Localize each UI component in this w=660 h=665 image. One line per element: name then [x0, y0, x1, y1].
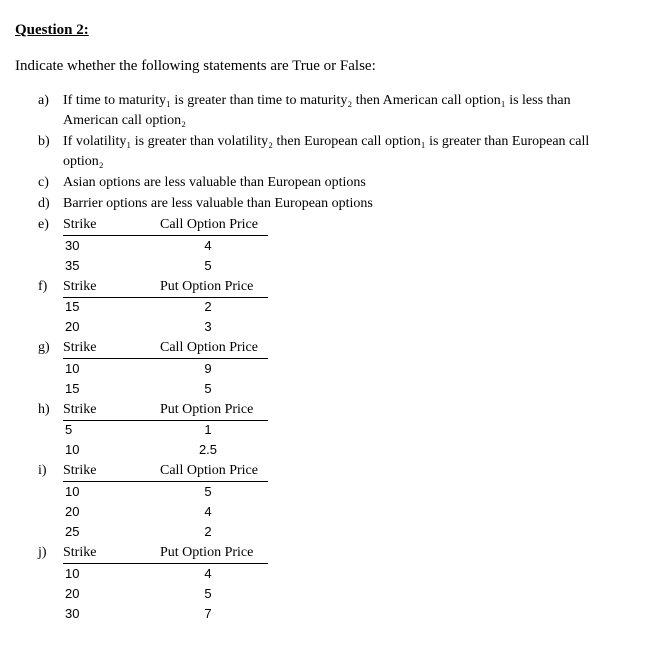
strike-header: Strike — [63, 400, 160, 421]
instruction-text: Indicate whether the following statements are True or False: — [15, 58, 376, 74]
statement-label: e) — [38, 217, 49, 232]
strike-value: 30 — [65, 606, 80, 621]
price-header: Call Option Price — [160, 461, 268, 482]
price-value: 4 — [204, 238, 212, 253]
price-header: Call Option Price — [160, 215, 268, 236]
price-value: 5 — [204, 484, 212, 499]
question-title: Question 2: — [15, 22, 89, 38]
strike-header: Strike — [63, 277, 160, 298]
strike-header: Strike — [63, 215, 160, 236]
price-value: 7 — [204, 606, 212, 621]
statement-label: d) — [38, 196, 50, 211]
strike-value: 20 — [65, 504, 80, 519]
strike-value: 20 — [65, 586, 80, 601]
statement-label: c) — [38, 175, 49, 190]
statement-text: American call option₂ — [63, 113, 187, 128]
statement-label: j) — [38, 545, 47, 560]
price-value: 2 — [204, 524, 212, 539]
price-value: 5 — [204, 258, 212, 273]
price-value: 4 — [204, 504, 212, 519]
strike-value: 15 — [65, 381, 80, 396]
price-value: 3 — [204, 319, 212, 334]
strike-value: 35 — [65, 258, 80, 273]
price-value: 2 — [204, 299, 212, 314]
strike-value: 15 — [65, 299, 80, 314]
price-header: Put Option Price — [160, 400, 268, 421]
price-value: 9 — [204, 361, 212, 376]
statement-text: Asian options are less valuable than European options — [63, 175, 366, 190]
statement-label: b) — [38, 134, 50, 149]
price-header: Put Option Price — [160, 277, 268, 298]
statement-label: a) — [38, 93, 49, 108]
strike-value: 20 — [65, 319, 80, 334]
statement-label: g) — [38, 340, 50, 355]
price-value: 4 — [204, 566, 212, 581]
strike-value: 30 — [65, 238, 80, 253]
price-value: 2.5 — [198, 442, 218, 457]
statement-label: f) — [38, 279, 48, 294]
statement-text: If time to maturity₁ is greater than time to maturity₂ then American call option₁ is less than — [63, 93, 571, 108]
strike-value: 10 — [65, 442, 80, 457]
price-value: 5 — [204, 586, 212, 601]
statement-label: h) — [38, 402, 50, 417]
strike-value: 25 — [65, 524, 80, 539]
strike-header: Strike — [63, 543, 160, 564]
price-header: Call Option Price — [160, 338, 268, 359]
strike-value: 10 — [65, 566, 80, 581]
price-header: Put Option Price — [160, 543, 268, 564]
price-value: 5 — [204, 381, 212, 396]
statement-text: option₂ — [63, 154, 104, 169]
strike-value: 10 — [65, 361, 80, 376]
strike-header: Strike — [63, 461, 160, 482]
price-value: 1 — [204, 422, 212, 437]
statement-text: Barrier options are less valuable than European options — [63, 196, 373, 211]
strike-value: 10 — [65, 484, 80, 499]
statement-label: i) — [38, 463, 47, 478]
statement-text: If volatility₁ is greater than volatility₂ then European call option₁ is greater than European call — [63, 134, 590, 149]
strike-value: 5 — [65, 422, 73, 437]
strike-header: Strike — [63, 338, 160, 359]
